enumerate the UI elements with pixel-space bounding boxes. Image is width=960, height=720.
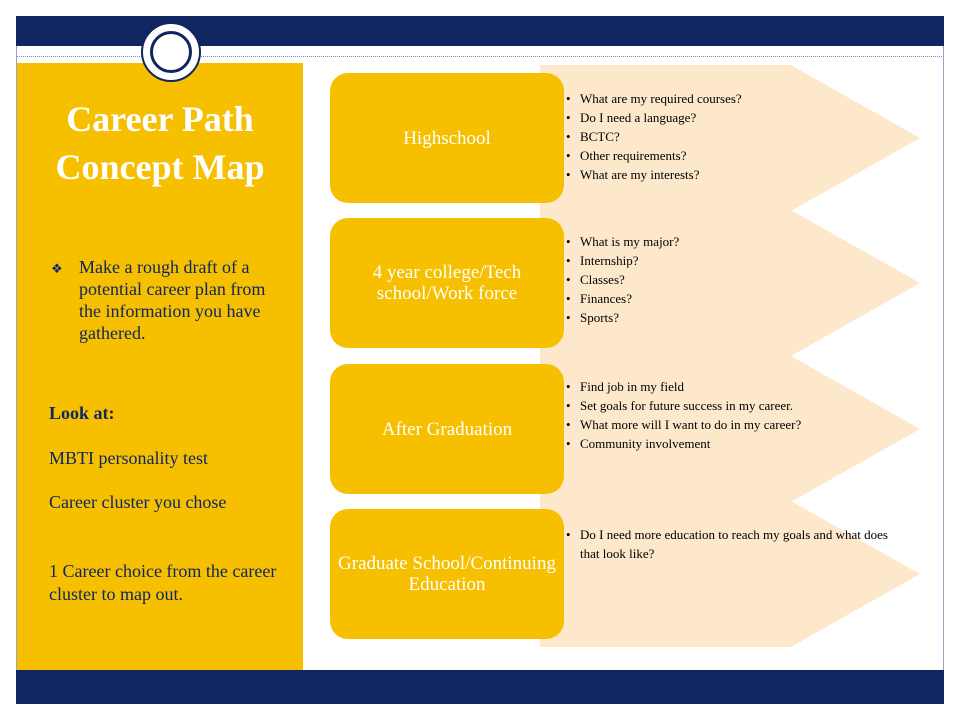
right-border bbox=[943, 46, 944, 670]
list-item: • Finances? bbox=[562, 289, 902, 308]
list-item: • Community involvement bbox=[562, 434, 902, 453]
list-item: • BCTC? bbox=[562, 127, 902, 146]
career-choice-text: 1 Career choice from the career cluster to map out. bbox=[49, 561, 277, 604]
sidebar bbox=[17, 63, 303, 670]
list-item: • What are my interests? bbox=[562, 165, 902, 184]
stage-items bbox=[562, 377, 902, 453]
list-item: • Do I need a language? bbox=[562, 108, 902, 127]
list-item: • Sports? bbox=[562, 308, 902, 327]
stage-items bbox=[562, 525, 902, 563]
ring-ornament-icon bbox=[141, 22, 201, 82]
look-at-heading: Look at: bbox=[49, 403, 115, 423]
list-item: • Find job in my field bbox=[562, 377, 902, 396]
page-title: Career Path Concept Map bbox=[55, 99, 265, 187]
stage-label: Highschool bbox=[330, 73, 564, 203]
list-item: • Do I need more education to reach my goals and what does that look like? bbox=[562, 525, 902, 563]
career-cluster-text: Career cluster you chose bbox=[49, 492, 227, 512]
stage-label: After Graduation bbox=[330, 364, 564, 494]
stage-label: 4 year college/Tech school/Work force bbox=[330, 218, 564, 348]
ring-inner-circle bbox=[150, 31, 192, 73]
instruction-text: Make a rough draft of a potential career plan from the information you have gathered. bbox=[79, 257, 266, 343]
stage-after-graduation bbox=[330, 364, 920, 494]
stage-items bbox=[562, 232, 902, 327]
stage-label: Graduate School/Continuing Education bbox=[330, 509, 564, 639]
list-item: • Other requirements? bbox=[562, 146, 902, 165]
stage-college bbox=[330, 218, 920, 348]
list-item: • Set goals for future success in my career. bbox=[562, 396, 902, 415]
list-item: • What is my major? bbox=[562, 232, 902, 251]
arrow-shape bbox=[540, 501, 920, 647]
stage-highschool bbox=[330, 73, 920, 203]
stage-items bbox=[562, 89, 902, 184]
diamond-bullet-icon: ❖ bbox=[51, 261, 63, 276]
list-item: • Internship? bbox=[562, 251, 902, 270]
list-item: • What more will I want to do in my career? bbox=[562, 415, 902, 434]
bottom-banner bbox=[16, 670, 944, 704]
instruction-bullet bbox=[51, 256, 287, 344]
stage-graduate-school bbox=[330, 509, 920, 639]
list-item: • What are my required courses? bbox=[562, 89, 902, 108]
list-item: • Classes? bbox=[562, 270, 902, 289]
mbti-text: MBTI personality test bbox=[49, 448, 208, 468]
